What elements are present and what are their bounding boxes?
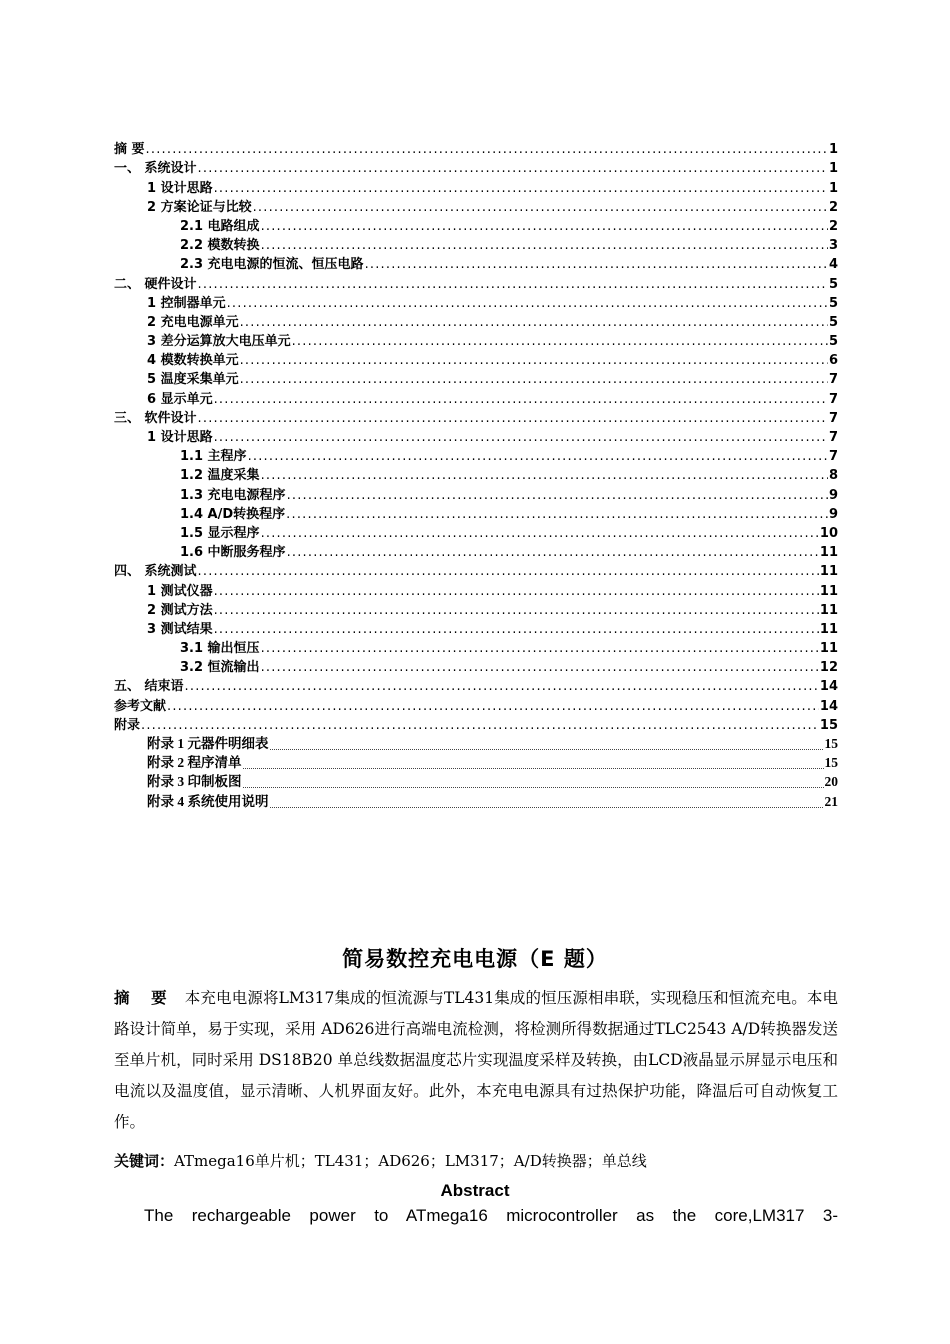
toc-entry-label: 3 差分运算放大电压单元 — [147, 334, 291, 350]
toc-main-list — [114, 138, 838, 733]
toc-entry-page: 7 — [828, 372, 838, 388]
toc-leader-dots — [240, 372, 828, 387]
toc-entry — [114, 483, 838, 502]
toc-entry-label: 3.2 恒流输出 — [180, 660, 260, 676]
toc-entry-page: 7 — [828, 449, 838, 465]
keywords — [114, 1148, 838, 1174]
keywords-heading: 关键词： — [114, 1152, 175, 1170]
toc-entry-page: 21 — [824, 793, 838, 809]
toc-appendix-list — [114, 733, 838, 810]
toc-entry-label: 二、 硬件设计 — [114, 276, 197, 292]
toc-entry — [114, 503, 838, 522]
toc-entry-label: 2.2 模数转换 — [180, 238, 260, 254]
toc-entry-page: 14 — [819, 698, 838, 714]
toc-entry-page: 15 — [819, 717, 838, 733]
abstract-english-text: The rechargeable power to ATmega16 microcontroller as the core,LM317 3- — [144, 1206, 838, 1225]
toc-entry — [114, 522, 838, 541]
toc-entry — [114, 215, 838, 234]
toc-entry-label: 1.4 A/D转换程序 — [180, 506, 286, 522]
toc-entry — [114, 694, 838, 713]
toc-leader-dots — [240, 353, 828, 368]
toc-entry-label: 1.1 主程序 — [180, 449, 247, 465]
toc-leader-dots — [198, 277, 828, 292]
toc-leader-dots — [248, 449, 828, 464]
toc-entry — [114, 426, 838, 445]
toc-leader-dots — [243, 762, 824, 771]
toc-entry — [114, 349, 838, 368]
toc-leader-dots — [141, 718, 819, 733]
toc-entry — [114, 714, 838, 733]
toc-entry-page: 5 — [828, 295, 838, 311]
toc-entry — [114, 618, 838, 637]
abstract-text: 本充电电源将LM317集成的恒流源与TL431集成的恒压源相串联，实现稳压和恒流充电。本电路设计简单，易于实现，采用 AD626进行高端电流检测，将检测所得数据通过TLC2543 A/D转换器发送至单片机，同时采用 DS18B20 单总线数据温度芯片实现温度采样及转换，由LCD液晶显示屏显示电压和电流以及温度值，显示清晰、人机界面友好。此外，本充电电源具有过热保护功能，降温后可自动恢复工作。 — [114, 989, 838, 1131]
toc-entry — [114, 637, 838, 656]
toc-entry — [114, 292, 838, 311]
toc-entry-page: 5 — [828, 334, 838, 350]
abstract-chinese — [114, 983, 838, 1138]
toc-entry-page: 12 — [819, 660, 838, 676]
toc-entry-label: 4 模数转换单元 — [147, 353, 239, 369]
toc-entry-page: 1 — [828, 180, 838, 196]
toc-entry-page: 10 — [819, 525, 838, 541]
toc-entry — [114, 464, 838, 483]
toc-entry-page: 14 — [819, 679, 838, 695]
toc-entry-label: 四、 系统测试 — [114, 564, 197, 580]
keywords-text: ATmega16单片机；TL431；AD626；LM317；A/D转换器；单总线 — [174, 1152, 647, 1170]
toc-entry-label: 摘 要 — [114, 142, 145, 158]
toc-entry-label: 附录 — [114, 717, 141, 733]
toc-leader-dots — [253, 200, 828, 215]
abstract-heading: 摘 要 — [114, 989, 175, 1007]
toc-entry — [114, 157, 838, 176]
toc-entry-page: 15 — [824, 755, 838, 771]
document-title: 简易数控充电电源（E 题） — [342, 947, 608, 971]
toc-leader-dots — [185, 679, 819, 694]
toc-entry — [114, 253, 838, 272]
toc-entry-page: 8 — [828, 468, 838, 484]
toc-entry-label: 三、 软件设计 — [114, 410, 197, 426]
toc-entry-label: 附录 3 印制板图 — [147, 774, 242, 790]
toc-entry-label: 1.2 温度采集 — [180, 468, 260, 484]
toc-entry-label: 五、 结束语 — [114, 679, 184, 695]
toc-entry — [114, 311, 838, 330]
toc-leader-dots — [198, 161, 828, 176]
toc-leader-dots — [292, 334, 828, 349]
toc-entry — [114, 196, 838, 215]
toc-entry — [114, 733, 838, 752]
toc-leader-dots — [286, 507, 828, 522]
toc-entry-page: 1 — [828, 142, 838, 158]
toc-leader-dots — [214, 430, 828, 445]
toc-leader-dots — [243, 781, 824, 790]
toc-entry — [114, 368, 838, 387]
toc-leader-dots — [287, 488, 828, 503]
toc-entry — [114, 790, 838, 809]
toc-entry — [114, 176, 838, 195]
toc-leader-dots — [146, 142, 828, 157]
toc-entry-page: 20 — [824, 774, 838, 790]
toc-entry-page: 2 — [828, 199, 838, 215]
toc-entry-page: 7 — [828, 391, 838, 407]
toc-entry — [114, 579, 838, 598]
toc-leader-dots — [167, 699, 819, 714]
toc-entry-page: 7 — [828, 430, 838, 445]
toc-entry-label: 参考文献 — [114, 698, 167, 714]
toc-entry — [114, 272, 838, 291]
toc-entry-label: 2.3 充电电源的恒流、恒压电路 — [180, 257, 364, 273]
toc-entry — [114, 752, 838, 771]
toc-entry — [114, 330, 838, 349]
toc-entry-page: 11 — [819, 545, 838, 561]
toc-entry-label: 1 测试仪器 — [147, 583, 213, 599]
toc-entry-page: 11 — [819, 583, 838, 599]
toc-entry-label: 1.5 显示程序 — [180, 525, 260, 541]
toc-entry — [114, 771, 838, 790]
toc-leader-dots — [261, 660, 819, 675]
toc-entry-page: 7 — [828, 410, 838, 426]
toc-entry — [114, 387, 838, 406]
toc-entry-label: 6 显示单元 — [147, 391, 213, 407]
toc-entry-label: 1 设计思路 — [147, 430, 213, 445]
toc-entry-page: 1 — [828, 161, 838, 177]
toc-entry — [114, 599, 838, 618]
abstract-english-heading: Abstract — [440, 1181, 510, 1200]
toc-leader-dots — [261, 526, 819, 541]
toc-entry-label: 3 测试结果 — [147, 621, 213, 637]
toc-leader-dots — [214, 392, 828, 407]
toc-entry-page: 9 — [828, 506, 838, 522]
toc-entry — [114, 656, 838, 675]
toc-entry-label: 1.6 中断服务程序 — [180, 545, 286, 561]
toc-leader-dots — [261, 219, 828, 234]
toc-entry-label: 一、 系统设计 — [114, 161, 197, 177]
toc-leader-dots — [365, 257, 828, 272]
toc-leader-dots — [261, 468, 828, 483]
toc-entry-page: 9 — [828, 487, 838, 503]
toc-entry-page: 11 — [819, 602, 838, 618]
toc-leader-dots — [270, 743, 824, 752]
toc-entry-label: 2 充电电源单元 — [147, 314, 239, 330]
toc-entry — [114, 541, 838, 560]
toc-entry-page: 4 — [828, 257, 838, 273]
toc-entry-page: 11 — [819, 641, 838, 657]
toc-entry-label: 附录 4 系统使用说明 — [147, 793, 269, 809]
toc-leader-dots — [214, 622, 819, 637]
toc-entry-page: 15 — [824, 736, 838, 751]
toc-leader-dots — [270, 801, 824, 810]
toc-entry — [114, 407, 838, 426]
toc-entry-page: 11 — [819, 621, 838, 637]
toc-leader-dots — [214, 181, 828, 196]
toc-leader-dots — [287, 545, 819, 560]
toc-leader-dots — [214, 603, 819, 618]
toc-entry — [114, 234, 838, 253]
toc-entry-page: 5 — [828, 276, 838, 292]
toc-entry-page: 5 — [828, 314, 838, 330]
toc-leader-dots — [240, 315, 828, 330]
toc-entry-label: 2 方案论证与比较 — [147, 199, 252, 215]
toc-entry-label: 1 设计思路 — [147, 180, 213, 196]
toc-entry-label: 5 温度采集单元 — [147, 372, 239, 388]
toc-entry-label: 3.1 输出恒压 — [180, 641, 260, 657]
toc-entry-label: 2.1 电路组成 — [180, 218, 260, 234]
toc-entry-label: 1 控制器单元 — [147, 295, 226, 311]
toc-entry-page: 3 — [828, 238, 838, 254]
toc-entry-label: 附录 2 程序清单 — [147, 755, 242, 771]
toc-leader-dots — [261, 238, 828, 253]
toc-entry — [114, 560, 838, 579]
table-of-contents — [114, 138, 838, 810]
toc-entry-page: 2 — [828, 218, 838, 234]
toc-entry — [114, 138, 838, 157]
toc-leader-dots — [198, 564, 819, 579]
toc-entry-page: 11 — [819, 564, 838, 580]
toc-leader-dots — [198, 411, 828, 426]
toc-leader-dots — [214, 584, 819, 599]
toc-entry-page: 6 — [828, 353, 838, 369]
toc-entry-label: 2 测试方法 — [147, 602, 213, 618]
toc-leader-dots — [227, 296, 828, 311]
toc-entry-label: 1.3 充电电源程序 — [180, 487, 286, 503]
toc-entry — [114, 675, 838, 694]
toc-entry — [114, 445, 838, 464]
toc-leader-dots — [261, 641, 819, 656]
toc-entry-label: 附录 1 元器件明细表 — [147, 736, 269, 751]
